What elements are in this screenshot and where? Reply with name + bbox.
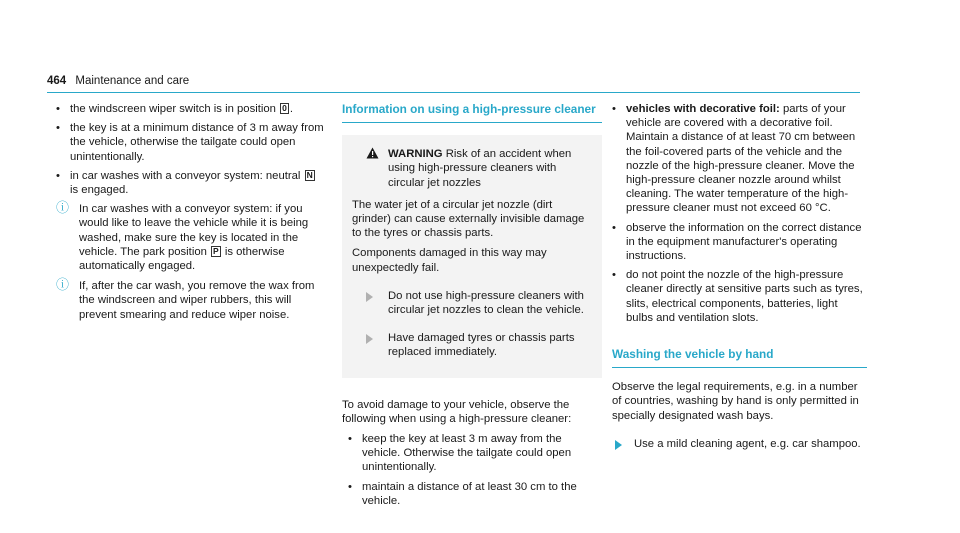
bullet-icon: • xyxy=(56,122,60,135)
section-rule xyxy=(342,122,602,123)
header-rule xyxy=(47,92,860,93)
bullet-icon: • xyxy=(612,221,616,234)
bullet-icon: • xyxy=(348,433,352,446)
action-step: Use a mild cleaning agent, e.g. car shampoo. xyxy=(612,437,867,451)
warning-triangle-icon xyxy=(366,147,379,159)
list-item: • keep the key at least 3 m away from the vehicle. Otherwise the tailgate could open unintentionally. xyxy=(348,433,572,474)
arrow-right-icon xyxy=(366,334,373,344)
wiper-position-key-icon: 0 xyxy=(282,103,287,113)
warning-headline-text: Risk of an accident when using high-pressure cleaners with circular jet nozzles xyxy=(388,148,572,189)
note: ⓘ In car washes with a conveyor system: if you would like to leave the vehicle while it is being washed, make sure the key is located in the vehicle. The park position P is otherwise automatically engaged. xyxy=(56,200,309,273)
paragraph: To avoid damage to your vehicle, observe the following when using a high-pressure cleaner: xyxy=(342,398,572,425)
list-item: • vehicles with decorative foil: parts of your vehicle are covered with a decorative foil. Maintain a distance of at least 70 cm between the foil-covered parts of the vehicle and the nozzle of the high-pressure cleaner. Move the high-pressure cleaner nozzle around whilst cleaning. The water temperature of the high-pressure cleaner must not exceed 60 °C. xyxy=(612,103,856,215)
info-icon: ⓘ xyxy=(56,277,70,293)
note: ⓘ If, after the car wash, you remove the wax from the windscreen and wiper rubbers, this will prevent smearing and reduce wiper noise. xyxy=(56,277,315,321)
section-rule xyxy=(612,367,867,368)
list-item: • the windscreen wiper switch is in position 0 . xyxy=(56,103,293,115)
park-key-icon: P xyxy=(213,245,219,256)
info-icon: ⓘ xyxy=(56,200,70,216)
column-right xyxy=(612,102,867,459)
warning-headline xyxy=(352,147,594,190)
list-item: • observe the information on the correct distance in the equipment manufacturer's operating instructions. xyxy=(612,221,862,263)
bullet-icon: • xyxy=(348,480,352,493)
warning-action: Do not use high-pressure cleaners with circular jet nozzles to clean the vehicle. xyxy=(352,289,594,317)
paragraph: Observe the legal requirements, e.g. in a number of countries, washing by hand is only permitted in specially designated wash bays. xyxy=(612,381,859,422)
list-item: • the key is at a minimum distance of 3 m away from the vehicle, otherwise the tailgate could open unintentionally. xyxy=(56,122,324,163)
page-header xyxy=(47,74,189,88)
bullet-icon: • xyxy=(56,169,60,182)
column-left xyxy=(56,102,324,328)
warning-body: Components damaged in this way may unexpectedly fail. xyxy=(352,247,547,274)
list-item: • maintain a distance of at least 30 cm to the vehicle. xyxy=(348,480,577,507)
section-title: Information on using a high-pressure cleaner xyxy=(342,102,596,116)
list-item: • do not point the nozzle of the high-pressure cleaner directly at sensitive parts such as tyres, slits, electrical components, batteries, light bulbs and ventilation slots. xyxy=(612,269,863,324)
warning-label: WARNING xyxy=(388,148,443,161)
bullet-icon: • xyxy=(612,103,616,115)
bullet-lead: vehicles with decorative foil: xyxy=(626,103,780,115)
warning-box xyxy=(342,135,602,377)
list-item: • in car washes with a conveyor system: neutral N is engaged. xyxy=(56,169,313,197)
warning-action: Have damaged tyres or chassis parts replaced immediately. xyxy=(352,331,594,359)
section-title: Washing the vehicle by hand xyxy=(612,347,774,362)
arrow-right-icon xyxy=(366,292,373,302)
bullet-icon: • xyxy=(612,269,616,282)
column-middle xyxy=(342,102,602,513)
warning-body: The water jet of a circular jet nozzle (dirt grinder) can cause externally invisible damage to the tyres or chassis parts. xyxy=(352,198,585,240)
page-number: 464 xyxy=(47,75,67,87)
bullet-icon: • xyxy=(56,103,60,115)
section-name: Maintenance and care xyxy=(75,75,190,87)
neutral-key-icon: N xyxy=(306,169,313,180)
arrow-right-icon xyxy=(615,440,622,450)
